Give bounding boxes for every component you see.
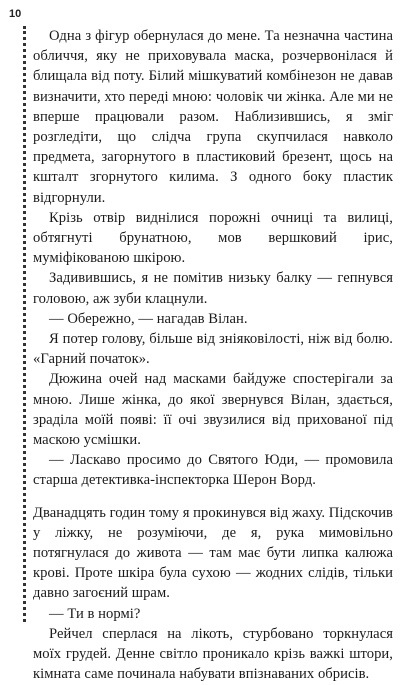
paragraph: Рейчел сперлася на лікоть, стурбовано торкнулася моїх грудей. Денне світло проникало крізь важкі штори, кімната саме починала набувати впізнаваних обрисів. — [33, 625, 393, 683]
paragraph: Задивившись, я не помітив низьку балку — гепнувся головою, аж зуби клацнули. — [33, 270, 393, 307]
page-number: 10 — [9, 8, 22, 20]
paragraph: — Ласкаво просимо до Святого Юди, — промовила старша детективка-інспекторка Шерон Ворд. — [33, 452, 393, 489]
dotted-margin-rule — [23, 26, 26, 622]
paragraph: Я потер голову, більше від зніяковілості, ніж від болю. «Гарний початок». — [33, 331, 393, 368]
paragraph: — Обережно, — нагадав Вілан. — [49, 310, 248, 327]
text-body — [33, 26, 393, 685]
paragraph: — Ти в нормі? — [49, 605, 141, 622]
paragraph: Дванадцять годин тому я прокинувся від жаху. Підскочив у ліжку, не розуміючи, де я, рука мимовільно потягнулася до живота — там має бути липка калюжа крові. Проте шкіра була сухою — жодних слідів, тільки давно загоєний шрам. — [33, 504, 393, 602]
paragraph: Одна з фігур обернулася до мене. Та незначна частина обличчя, яку не приховувала маска, розчервонілася й блищала від поту. Білий мішкуватий комбінезон не давав визначити, хто переді мною: чоловік чи жінка. Але ми не вперше працювали разом. Наблизившись, я зміг розгледіти, що слідча група скупчилася навколо предмета, загорнутого в пластиковий брезент, щось на кшталт згорнутого килима. З одного боку пластик відгорнули. — [33, 28, 393, 206]
paragraph: Дюжина очей над масками байдуже спостерігали за мною. Лише жінка, до якої звернувся Вілан, здається, зраділа моїй появі: її очі звузилися від прихованої під маскою усмішки. — [33, 371, 393, 449]
paragraph: Крізь отвір виднілися порожні очниці та вилиці, обтягнуті брунатною, мов вершковий ірис, муміфікованою шкірою. — [33, 209, 393, 267]
